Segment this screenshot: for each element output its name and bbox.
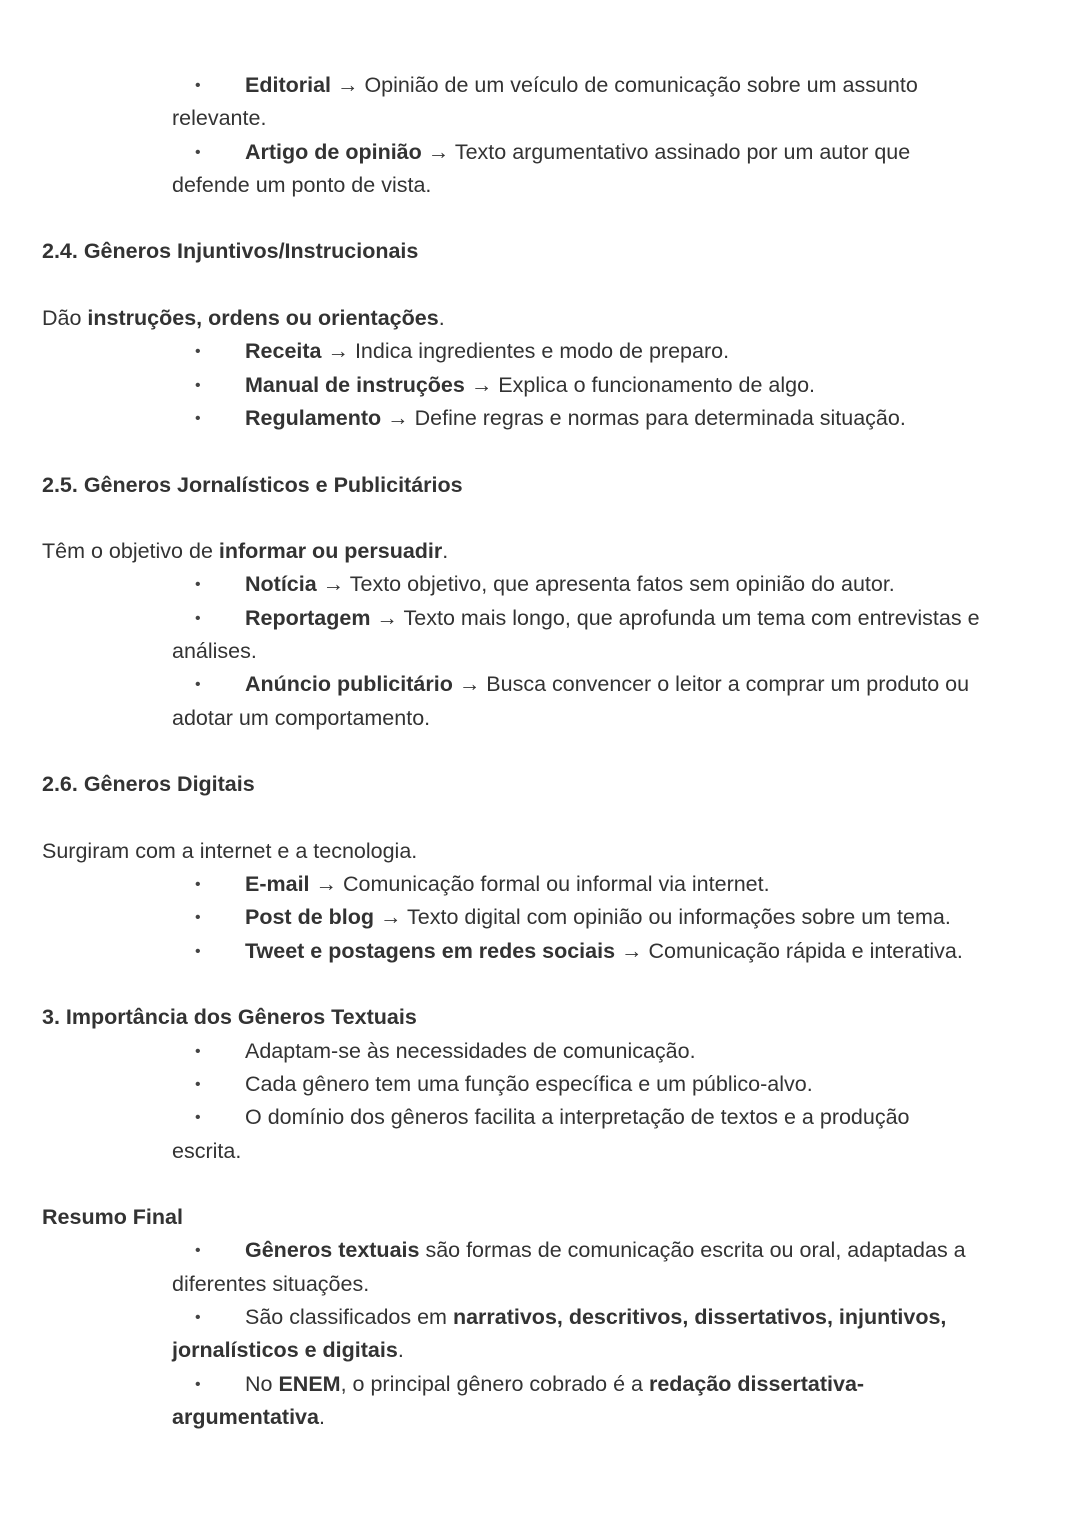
bullet-icon: • (195, 676, 201, 694)
list-item (0, 1301, 1080, 1368)
text-run: → Explica o funcionamento de algo. (464, 372, 816, 397)
section-2-6-generos-digitais (0, 735, 1080, 968)
text-run: → Texto objetivo, que apresenta fatos sem opinião do autor. (316, 572, 895, 597)
bold-term: Receita (245, 339, 322, 364)
list-item (0, 402, 1080, 435)
list-item (0, 668, 1080, 735)
list-item-line (0, 69, 1080, 102)
list-item (0, 568, 1080, 601)
spacer (0, 802, 1080, 835)
list-item (0, 69, 1080, 136)
list-item-line (0, 1334, 1080, 1367)
text-run: adotar um comportamento. (172, 705, 431, 730)
text-run: → Busca convencer o leitor a comprar um produto ou (452, 672, 970, 697)
list-item-line (0, 1035, 1080, 1068)
bullet-icon: • (195, 376, 201, 394)
list-item-line (0, 1401, 1080, 1434)
list-item (0, 136, 1080, 203)
text-run: relevante. (172, 106, 267, 131)
list-item (0, 602, 1080, 669)
bold-term: redação dissertativa- (648, 1371, 865, 1396)
text-run: , o principal gênero cobrado é a (340, 1371, 649, 1396)
bold-term: Editorial (245, 73, 332, 97)
text-run: → Define regras e normas para determinada situação. (381, 405, 906, 430)
text-run: Têm o objetivo de (42, 539, 219, 564)
text-run: escrita. (172, 1138, 242, 1163)
list-item (0, 369, 1080, 402)
bold-term: Manual de instruções (245, 372, 465, 397)
bullet-icon: • (195, 942, 201, 960)
text-run: → Texto mais longo, que aprofunda um tema com entrevistas e (370, 605, 980, 630)
text-run: No (245, 1371, 279, 1396)
section-heading: 2.5. Gêneros Jornalísticos e Publicitários (42, 472, 463, 497)
text-run: São classificados em (245, 1304, 453, 1329)
text-run: Surgiram com a internet e a tecnologia. (42, 838, 418, 863)
bold-term: jornalísticos e digitais (172, 1338, 398, 1363)
spacer (0, 202, 1080, 235)
list-item (0, 1234, 1080, 1301)
bullet-icon: • (195, 77, 201, 94)
text-run: Dão (42, 306, 88, 331)
list-item-line (0, 935, 1080, 968)
text-run: diferentes situações. (172, 1271, 370, 1296)
bullet-icon: • (195, 1109, 201, 1127)
list-item-line (0, 635, 1080, 668)
bold-term: Artigo de opinião (245, 139, 422, 164)
text-run: → Texto argumentativo assinado por um autor que (421, 139, 911, 164)
bullet-icon: • (195, 1375, 201, 1393)
section-intro (0, 535, 1080, 568)
bold-term: narrativos, descritivos, dissertativos, injuntivos, (452, 1304, 947, 1329)
bullet-icon: • (195, 409, 201, 427)
bold-term: Reportagem (245, 605, 371, 630)
list-item-line (0, 136, 1080, 169)
bold-term: Regulamento (245, 405, 382, 430)
list-item-line (0, 1301, 1080, 1334)
bullet-icon: • (195, 1075, 201, 1093)
section-2-5-generos-jornalisticos-e-publicitarios (0, 435, 1080, 735)
list-item-line (0, 868, 1080, 901)
bold-term: E-mail (245, 872, 310, 897)
section-2-4-generos-injuntivos-instrucionais (0, 202, 1080, 435)
list-item-line (0, 1101, 1080, 1134)
section-resumo-final (0, 1168, 1080, 1434)
section-heading: 3. Importância dos Gêneros Textuais (42, 1005, 417, 1030)
spacer (0, 735, 1080, 768)
list-item-line (0, 169, 1080, 202)
spacer (0, 502, 1080, 535)
text-run: → Indica ingredientes e modo de preparo. (321, 339, 730, 364)
list-item (0, 868, 1080, 901)
document-body (0, 69, 1080, 1434)
section-intro (0, 835, 1080, 868)
list-item-line (0, 369, 1080, 402)
list-item-line (0, 702, 1080, 735)
list-item-line (0, 1368, 1080, 1401)
text-run: → Comunicação rápida e interativa. (615, 938, 963, 963)
text-run: → Comunicação formal ou informal via internet. (309, 872, 770, 897)
bullet-icon: • (195, 343, 201, 361)
bullet-icon: • (195, 1308, 201, 1326)
section-heading: Resumo Final (42, 1205, 183, 1230)
text-run: defende um ponto de vista. (172, 172, 432, 197)
list-item (0, 1035, 1080, 1068)
bold-term: instruções, ordens ou orientações (87, 306, 439, 331)
text-run: . (442, 539, 449, 564)
spacer (0, 269, 1080, 302)
list-item-line (0, 668, 1080, 701)
text-run: . (438, 306, 445, 331)
list-item (0, 1068, 1080, 1101)
list-item-line (0, 602, 1080, 635)
text-run: . (318, 1404, 325, 1429)
bold-term: informar ou persuadir (218, 539, 443, 564)
bullet-icon: • (195, 143, 201, 161)
text-run: → Texto digital com opinião ou informações sobre um tema. (374, 905, 951, 930)
text-run: Cada gênero tem uma função específica e um público-alvo. (245, 1071, 813, 1096)
bold-term: Gêneros textuais (245, 1238, 420, 1263)
list-item-line (0, 1234, 1080, 1267)
spacer (0, 1168, 1080, 1201)
text-run: são formas de comunicação escrita ou oral, adaptadas a (419, 1238, 966, 1263)
bold-term: Tweet e postagens em redes sociais (245, 938, 616, 963)
text-run: Adaptam-se às necessidades de comunicação. (245, 1038, 696, 1063)
text-run: → Opinião de um veículo de comunicação sobre um assunto (331, 73, 918, 97)
list-item (0, 901, 1080, 934)
spacer (0, 435, 1080, 468)
bold-term: Post de blog (245, 905, 374, 930)
text-run: . (397, 1338, 404, 1363)
bullet-icon: • (195, 1242, 201, 1260)
text-run: O domínio dos gêneros facilita a interpretação de textos e a produção (245, 1105, 910, 1130)
list-item (0, 935, 1080, 968)
list-item (0, 1368, 1080, 1435)
list-item (0, 335, 1080, 368)
bold-term: argumentativa (172, 1404, 319, 1429)
section-continuation (0, 69, 1080, 202)
bold-term: ENEM (278, 1371, 341, 1396)
list-item-line (0, 1268, 1080, 1301)
list-item-line (0, 1068, 1080, 1101)
bullet-icon: • (195, 1042, 201, 1060)
section-heading: 2.6. Gêneros Digitais (42, 772, 255, 797)
section-heading: 2.4. Gêneros Injuntivos/Instrucionais (42, 239, 419, 264)
bullet-icon: • (195, 609, 201, 627)
bullet-icon: • (195, 576, 201, 594)
bold-term: Notícia (245, 572, 317, 597)
list-item-line (0, 1135, 1080, 1168)
list-item-line (0, 901, 1080, 934)
bold-term: Anúncio publicitário (245, 672, 453, 697)
list-item-line (0, 568, 1080, 601)
text-run: análises. (172, 639, 257, 664)
list-item-line (0, 335, 1080, 368)
section-3-importancia-dos-generos-textuais (0, 968, 1080, 1168)
section-intro (0, 302, 1080, 335)
list-item (0, 1101, 1080, 1168)
list-item-line (0, 402, 1080, 435)
bullet-icon: • (195, 909, 201, 927)
spacer (0, 968, 1080, 1001)
list-item-line (0, 102, 1080, 135)
bullet-icon: • (195, 876, 201, 894)
